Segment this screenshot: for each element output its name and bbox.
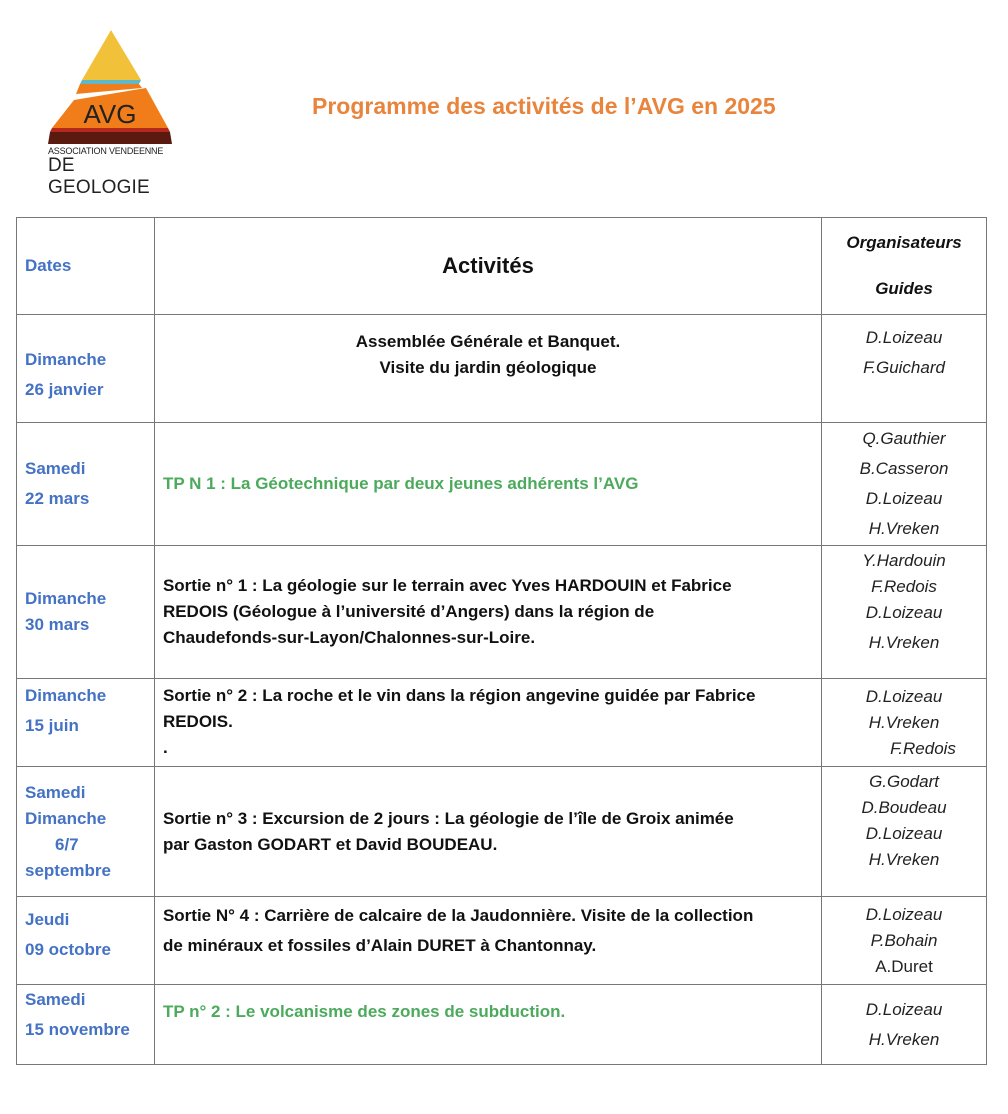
header-activities: Activités xyxy=(154,218,821,315)
organiser-name: F.Guichard xyxy=(863,358,945,377)
activity-cell xyxy=(154,546,821,679)
activity-line: REDOIS (Géologue à l’université d’Angers) dans la région de xyxy=(162,602,655,621)
date-line: Samedi xyxy=(25,782,86,802)
organiser-name: Q.Gauthier xyxy=(862,429,946,448)
date-cell xyxy=(17,423,155,546)
activity-cell xyxy=(154,315,821,423)
organisers-cell xyxy=(822,897,987,985)
table-row xyxy=(17,897,987,985)
organisers-cell xyxy=(822,767,987,897)
activity-cell xyxy=(154,767,821,897)
activity-line: . xyxy=(162,738,168,757)
activity-cell xyxy=(154,423,821,546)
activity-line: de minéraux et fossiles d’Alain DURET à Chantonnay. xyxy=(162,936,597,955)
activity-line: Assemblée Générale et Banquet. xyxy=(355,332,621,351)
activity-line: TP N 1 : La Géotechnique par deux jeunes adhérents l’AVG xyxy=(162,474,639,493)
table-row xyxy=(17,423,987,546)
header-organisers-line2: Guides xyxy=(875,279,933,298)
organiser-name: D.Loizeau xyxy=(865,328,943,347)
date-line: Dimanche xyxy=(25,686,107,705)
organiser-name: F.Redois xyxy=(871,577,937,596)
table-row xyxy=(17,546,987,679)
activity-line: Sortie n° 1 : La géologie sur le terrain avec Yves HARDOUIN et Fabrice xyxy=(162,576,732,595)
organiser-name: D.Loizeau xyxy=(865,489,943,508)
organiser-name: D.Loizeau xyxy=(865,904,943,924)
activity-line: par Gaston GODART et David BOUDEAU. xyxy=(162,834,498,854)
organiser-name: H.Vreken xyxy=(868,519,940,538)
organisers-cell xyxy=(822,679,987,767)
organiser-name: H.Vreken xyxy=(868,1029,940,1049)
date-cell xyxy=(17,679,155,767)
date-cell xyxy=(17,897,155,985)
activity-line: Sortie n° 2 : La roche et le vin dans la région angevine guidée par Fabrice xyxy=(162,686,756,705)
activity-line: Sortie n° 3 : Excursion de 2 jours : La géologie de l’île de Groix animée xyxy=(162,808,734,828)
organiser-name: D.Loizeau xyxy=(865,603,943,622)
organiser-name: D.Loizeau xyxy=(865,824,943,843)
date-line: Dimanche xyxy=(25,349,107,369)
header-dates: Dates xyxy=(17,218,155,315)
date-line: Dimanche xyxy=(25,589,107,608)
logo-avg-text: AVG xyxy=(83,99,137,129)
organiser-name: B.Casseron xyxy=(859,459,949,478)
header-organisers-line1: Organisateurs xyxy=(846,233,962,252)
date-line: 15 juin xyxy=(25,716,79,735)
organiser-name: Y.Hardouin xyxy=(862,551,946,570)
organisers-cell xyxy=(822,423,987,546)
date-line: 15 novembre xyxy=(25,1020,130,1039)
organiser-name: P.Bohain xyxy=(870,930,938,950)
page-title: Programme des activités de l’AVG en 2025 xyxy=(312,93,776,119)
table-row xyxy=(17,767,987,897)
organisers-cell xyxy=(822,546,987,679)
organiser-name: A.Duret xyxy=(875,956,933,976)
logo-layer-teal xyxy=(80,80,141,84)
activities-table xyxy=(16,217,987,1065)
organisers-cell xyxy=(822,985,987,1065)
organiser-name: G.Godart xyxy=(869,772,939,791)
organiser-name: F.Redois xyxy=(890,738,956,758)
date-line: 30 mars xyxy=(25,615,90,634)
activity-line: Sortie N° 4 : Carrière de calcaire de la Jaudonnière. Visite de la collection xyxy=(162,906,754,925)
organiser-name: D.Loizeau xyxy=(865,999,943,1019)
date-cell xyxy=(17,546,155,679)
activity-line: TP n° 2 : Le volcanisme des zones de subduction. xyxy=(162,1002,566,1021)
organisers-cell xyxy=(822,315,987,423)
table-header-row xyxy=(17,218,987,315)
organiser-name: D.Boudeau xyxy=(861,798,947,817)
activity-line: Chaudefonds-sur-Layon/Chalonnes-sur-Loire. xyxy=(162,628,536,647)
activity-cell xyxy=(154,897,821,985)
date-cell xyxy=(17,767,155,897)
table-row xyxy=(17,315,987,423)
date-line: Samedi xyxy=(25,990,86,1009)
date-line: septembre xyxy=(25,860,111,880)
date-line: Dimanche xyxy=(25,808,107,828)
logo-subtitle-line1: ASSOCIATION VENDEENNE xyxy=(48,146,164,156)
date-line: 22 mars xyxy=(25,489,90,508)
activity-line: Visite du jardin géologique xyxy=(379,358,597,377)
logo-layer-brown xyxy=(48,132,172,144)
logo-layer-yellow xyxy=(82,30,141,80)
date-cell xyxy=(17,985,155,1065)
date-line: 6/7 xyxy=(55,834,79,854)
date-cell xyxy=(17,315,155,423)
table-row xyxy=(17,985,987,1065)
date-line: Samedi xyxy=(25,459,86,478)
date-line: 09 octobre xyxy=(25,940,111,959)
organiser-name: D.Loizeau xyxy=(865,686,943,706)
logo-subtitle-line2: DE GEOLOGIE xyxy=(48,155,150,198)
header-organisers xyxy=(822,218,987,315)
activity-line: REDOIS. xyxy=(162,712,233,731)
table-row xyxy=(17,679,987,767)
date-line: Jeudi xyxy=(25,910,70,929)
date-line: 26 janvier xyxy=(25,379,104,399)
activity-cell xyxy=(154,679,821,767)
activity-cell xyxy=(154,985,821,1065)
organiser-name: H.Vreken xyxy=(868,850,940,869)
organiser-name: H.Vreken xyxy=(868,712,940,732)
organiser-name: H.Vreken xyxy=(868,633,940,652)
